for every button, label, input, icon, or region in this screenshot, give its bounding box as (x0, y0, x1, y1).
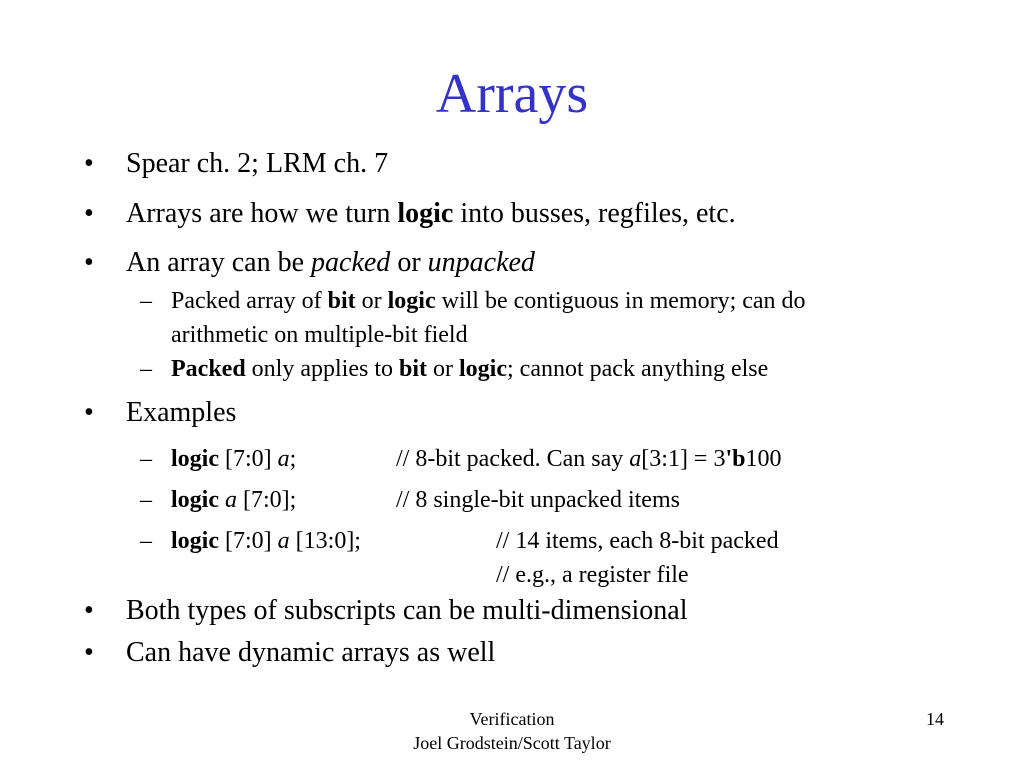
footer-course: Verification (469, 709, 555, 729)
bullet-mark: • (84, 397, 94, 428)
example-comment: // 8 single-bit unpacked items (396, 487, 680, 513)
bullet-text: Examples (126, 397, 237, 428)
dash-mark: – (140, 528, 152, 554)
example-comment: // e.g., a register file (496, 562, 689, 588)
sub-bullet-text: Packed only applies to bit or logic; cannot pack anything else (171, 356, 769, 382)
sub-bullet-text: arithmetic on multiple-bit field (171, 322, 468, 348)
bullet-mark: • (84, 198, 94, 229)
term-packed: packed (311, 247, 391, 278)
example-comment: // 8-bit packed. Can say a[3:1] = 3'b100 (396, 446, 782, 472)
slide-title: Arrays (435, 63, 589, 125)
example-code: logic a [7:0]; (171, 487, 297, 513)
sub-bullet-text: Packed array of bit or logic will be contiguous in memory; can do (171, 288, 806, 314)
example-code: logic [7:0] a; (171, 446, 297, 472)
bullet-text: Both types of subscripts can be multi-dimensional (126, 595, 688, 626)
keyword-logic: logic (397, 198, 454, 229)
bullet-text: Can have dynamic arrays as well (126, 637, 496, 668)
dash-mark: – (140, 356, 152, 382)
page-number: 14 (926, 709, 944, 729)
bullet-mark: • (84, 247, 94, 278)
example-code: logic [7:0] a [13:0]; (171, 528, 361, 554)
bullet-mark: • (84, 637, 94, 668)
dash-mark: – (140, 288, 152, 314)
slide-footer (362, 707, 662, 755)
example-comment: // 14 items, each 8-bit packed (496, 528, 779, 554)
dash-mark: – (140, 446, 152, 472)
term-unpacked: unpacked (427, 247, 535, 278)
footer-authors: Joel Grodstein/Scott Taylor (413, 733, 611, 753)
bullet-text: Arrays are how we turn logic into busses, regfiles, etc. (126, 198, 736, 229)
dash-mark: – (140, 487, 152, 513)
bullet-mark: • (84, 595, 94, 626)
bullet-mark: • (84, 148, 94, 179)
bullet-text: An array can be packed or unpacked (126, 247, 535, 278)
bullet-text: Spear ch. 2; LRM ch. 7 (126, 148, 389, 179)
